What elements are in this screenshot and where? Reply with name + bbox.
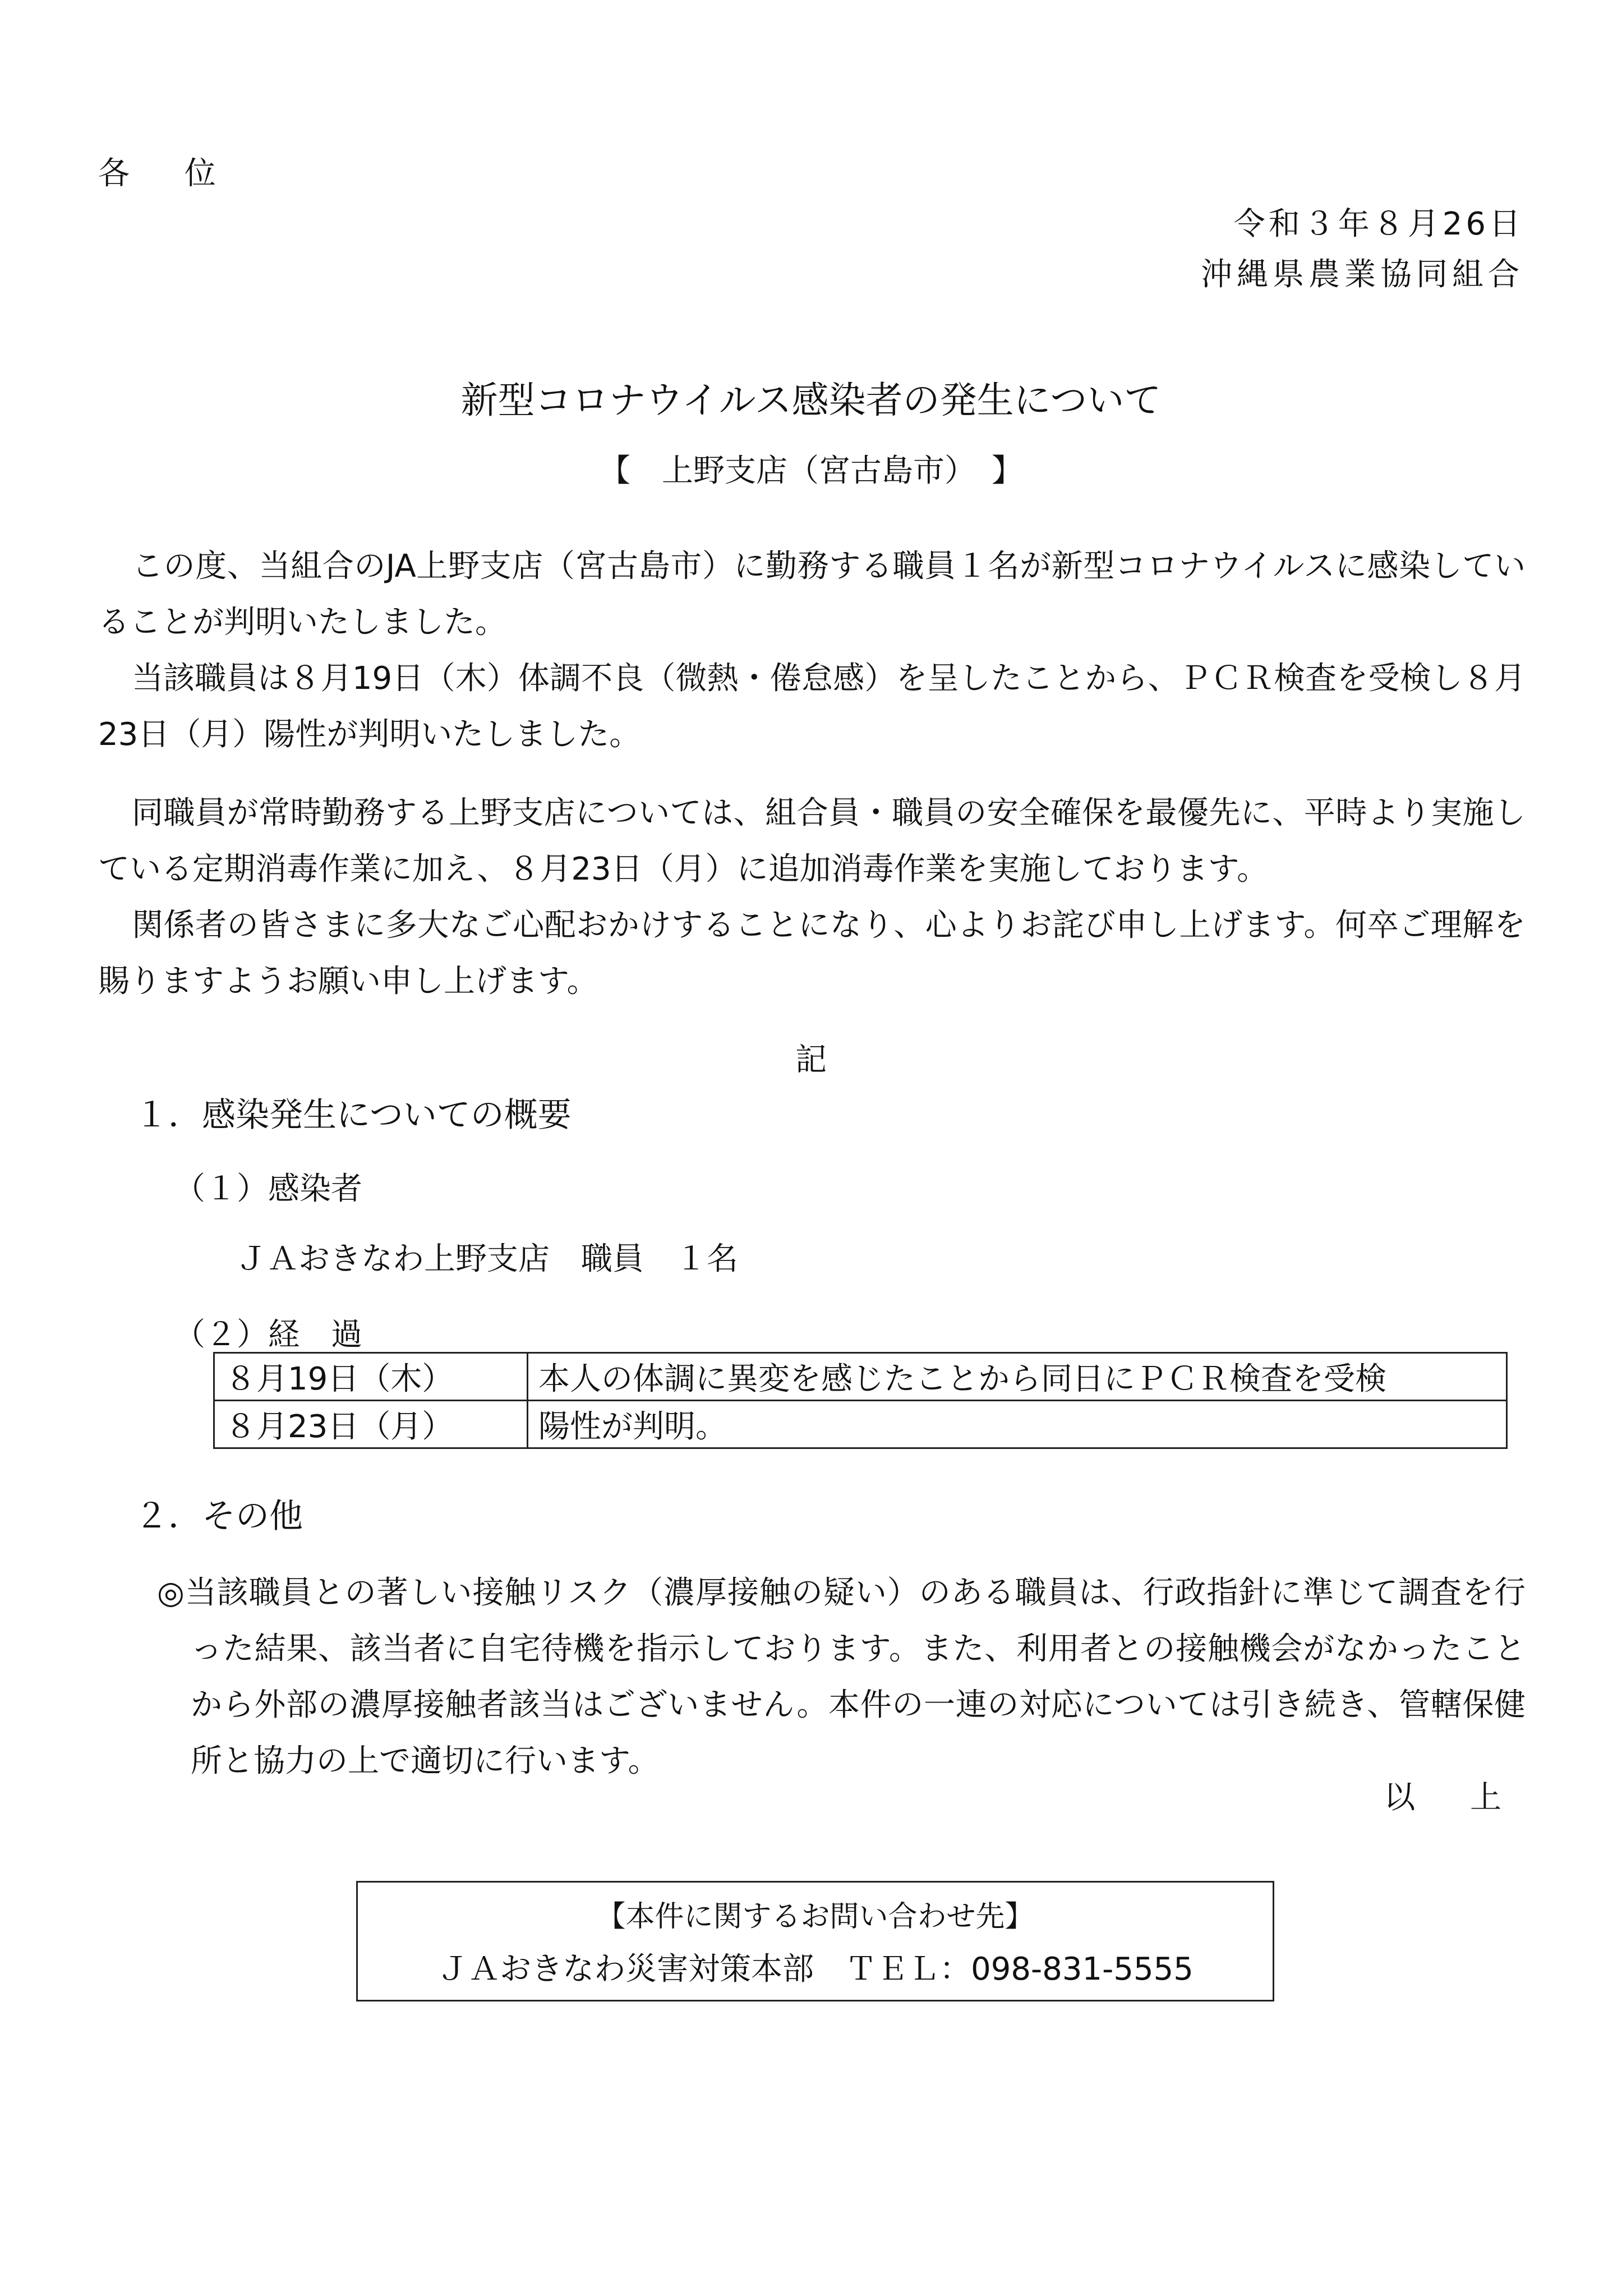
- section-1-sub-2-heading: （２）経 過: [174, 1317, 362, 1353]
- contact-heading: 【本件に関するお問い合わせ先】: [596, 1900, 1034, 1934]
- timeline-date: ８月23日（月）: [214, 1401, 528, 1448]
- body-text-2: [98, 785, 1526, 1010]
- timeline-event: 本人の体調に異変を感じたことから同日にＰＣＲ検査を受検: [528, 1353, 1507, 1401]
- section-2-heading: ２．その他: [135, 1497, 303, 1536]
- timeline-table: [213, 1352, 1508, 1449]
- table-row: [214, 1353, 1507, 1401]
- table-row: [214, 1401, 1507, 1448]
- timeline-event: 陽性が判明。: [528, 1401, 1507, 1448]
- body-paragraph-3: 同職員が常時勤務する上野支店については、組合員・職員の安全確保を最優先に、平時より実施している定期消毒作業に加え、８月23日（月）に追加消毒作業を実施しております。: [98, 795, 1526, 887]
- contact-box: [356, 1881, 1274, 2001]
- ki-marker: 記: [795, 1042, 827, 1078]
- body-paragraph-1: この度、当組合のJA上野支店（宮古島市）に勤務する職員１名が新型コロナウイルスに感染していることが判明いたしました。: [98, 548, 1526, 641]
- issue-date: 令和３年８月26日: [1233, 206, 1524, 242]
- document-title: 新型コロナウイルス感染者の発生について: [460, 379, 1162, 422]
- document-subtitle: 【 上野支店（宮古島市） 】: [599, 453, 1023, 489]
- section-1-heading: １．感染発生についての概要: [135, 1096, 572, 1135]
- body-paragraph-2: 当該職員は８月19日（木）体調不良（微熱・倦怠感）を呈したことから、ＰＣＲ検査を受検し８月23日（月）陽性が判明いたしました。: [98, 660, 1526, 753]
- timeline-date: ８月19日（木）: [214, 1353, 528, 1401]
- body-paragraph-4: 関係者の皆さまに多大なご心配おかけすることになり、心よりお詫び申し上げます。何卒ご理解を賜りますようお願い申し上げます。: [98, 907, 1526, 1000]
- other-paragraph: ◎当該職員との著しい接触リスク（濃厚接触の疑い）のある職員は、行政指針に準じて調査を行った結果、該当者に自宅待機を指示しております。また、利用者との接触機会がなかったことから外部の濃厚接触者該当はございません。本件の一連の対応については引き続き、管轄保健所と協力の上で適切に行います。: [157, 1575, 1526, 1779]
- addressee: 各 位: [98, 155, 238, 192]
- organization-name: 沖縄県農業協同組合: [1201, 256, 1524, 293]
- section-2-content: [157, 1565, 1526, 1789]
- closing-mark: 以 上: [1384, 1779, 1524, 1816]
- section-1-sub-1-heading: （１）感染者: [174, 1171, 362, 1207]
- infected-person: ＪＡおきなわ上野支店 職員 １名: [236, 1241, 738, 1277]
- body-text: [98, 539, 1526, 763]
- contact-phone: ＪＡおきなわ災害対策本部 ＴＥＬ：098-831-5555: [437, 1951, 1194, 1987]
